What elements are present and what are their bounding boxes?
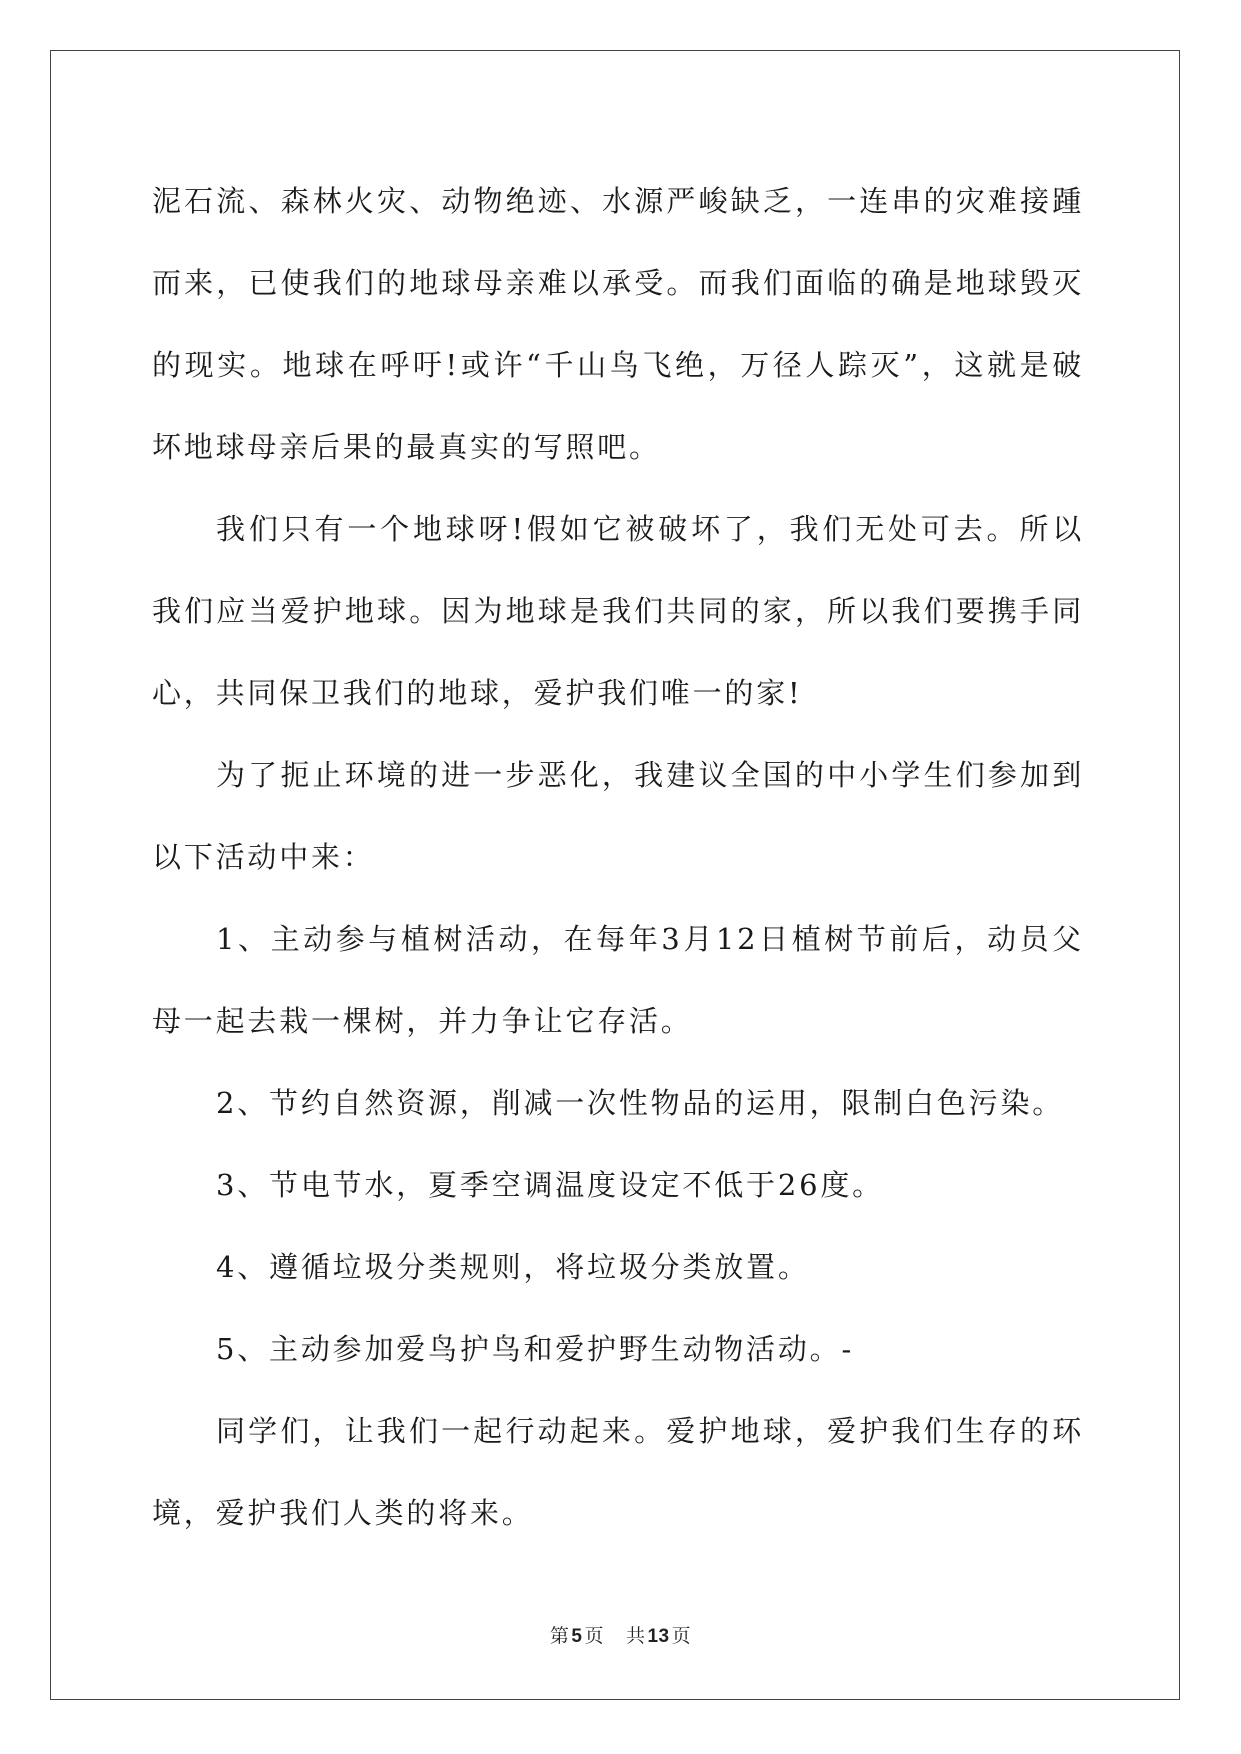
page-number: 5 — [571, 1626, 583, 1647]
document-body — [152, 160, 1084, 1554]
list-item: 3、节电节水，夏季空调温度设定不低于26度。 — [216, 1168, 884, 1202]
page-suffix: 页 — [584, 1625, 604, 1647]
list-item: 1、主动参与植树活动，在每年3月12日植树节前后，动员父母一起去栽一棵树，并力争让它存活。 — [152, 922, 1084, 1038]
page-total: 13 — [647, 1626, 670, 1647]
paragraph: 为了扼止环境的进一步恶化，我建议全国的中小学生们参加到以下活动中来： — [152, 758, 1084, 874]
page-footer — [0, 1621, 1241, 1648]
page-prefix: 第 — [549, 1625, 570, 1647]
list-item: 4、遵循垃圾分类规则，将垃圾分类放置。 — [216, 1250, 810, 1284]
paragraph: 泥石流、森林火灾、动物绝迹、水源严峻缺乏，一连串的灾难接踵而来，已使我们的地球母亲难以承受。而我们面临的确是地球毁灭的现实。地球在呼吁!或许“千山鸟飞绝，万径人踪灭”，这就是破坏地球母亲后果的最真实的写照吧。 — [152, 184, 1084, 464]
paragraph: 我们只有一个地球呀!假如它被破坏了，我们无处可去。所以我们应当爱护地球。因为地球是我们共同的家，所以我们要携手同心，共同保卫我们的地球，爱护我们唯一的家! — [152, 512, 1084, 710]
list-item: 5、主动参加爱鸟护鸟和爱护野生动物活动。- — [216, 1332, 855, 1366]
total-prefix: 共 — [625, 1625, 646, 1647]
total-suffix: 页 — [671, 1625, 692, 1647]
paragraph: 同学们，让我们一起行动起来。爱护地球，爱护我们生存的环境，爱护我们人类的将来。 — [152, 1414, 1084, 1530]
list-item: 2、节约自然资源，削减一次性物品的运用，限制白色污染。 — [216, 1086, 1065, 1120]
